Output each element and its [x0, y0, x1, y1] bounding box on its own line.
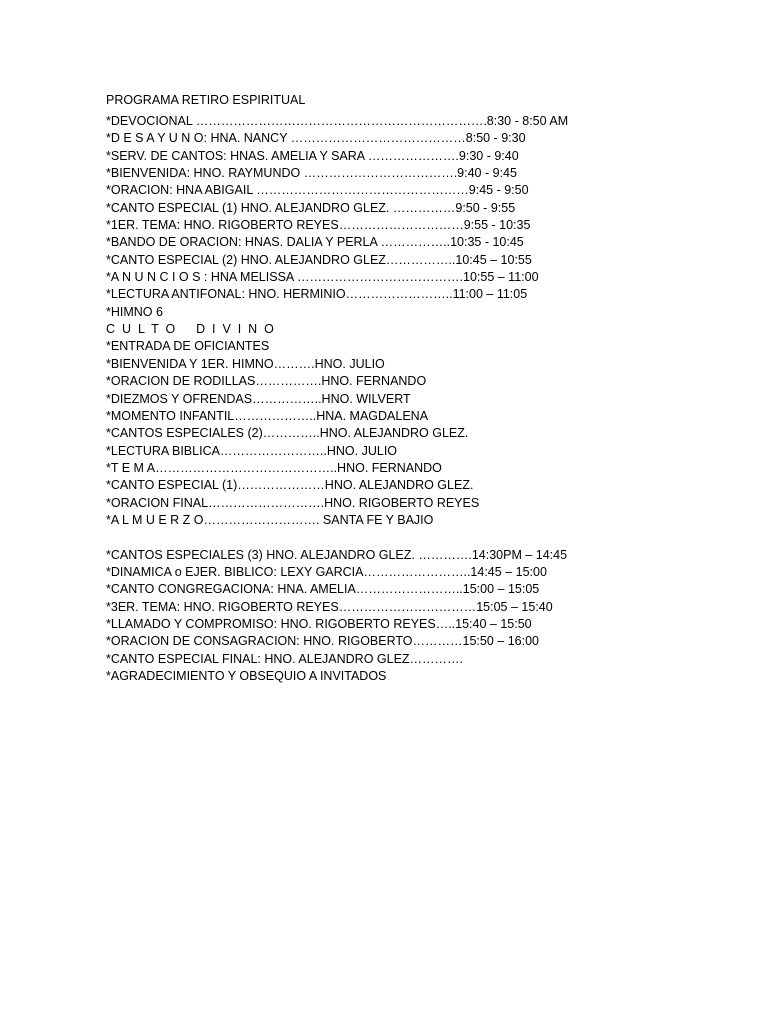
schedule-line: *LLAMADO Y COMPROMISO: HNO. RIGOBERTO REYES…..15:40 – 15:50 — [106, 616, 532, 631]
schedule-line: *CANTO CONGREGACIONA: HNA. AMELIA……………………..15:00 – 15:05 — [106, 582, 540, 597]
schedule-line: *1ER. TEMA: HNO. RIGOBERTO REYES…………………………9:55 - 10:35 — [106, 218, 531, 233]
schedule-line: *SERV. DE CANTOS: HNAS. AMELIA Y SARA ………………….9:30 - 9:40 — [106, 148, 519, 163]
schedule-line: *ORACION DE RODILLAS…………….HNO. FERNANDO — [106, 374, 427, 389]
schedule-line: *CANTO ESPECIAL (1)…………………HNO. ALEJANDRO GLEZ. — [106, 478, 474, 493]
schedule-section-1 — [106, 113, 666, 529]
schedule-line: *LECTURA BIBLICA……………………..HNO. JULIO — [106, 443, 398, 458]
schedule-line: *CANTO ESPECIAL (2) HNO. ALEJANDRO GLEZ……………..10:45 – 10:55 — [106, 252, 532, 267]
schedule-line: *DIEZMOS Y OFRENDAS……………..HNO. WILVERT — [106, 391, 411, 406]
program-document — [106, 92, 666, 685]
schedule-line: *AGRADECIMIENTO Y OBSEQUIO A INVITADOS — [106, 669, 387, 683]
schedule-line: *ORACION FINAL……………………….HNO. RIGOBERTO REYES — [106, 495, 480, 510]
schedule-line: *LECTURA ANTIFONAL: HNO. HERMINIO……………………..11:00 – 11:05 — [106, 287, 528, 302]
blank-line — [106, 529, 666, 546]
schedule-line: *BIENVENIDA: HNO. RAYMUNDO ……………………………….9:40 - 9:45 — [106, 166, 517, 181]
schedule-line: *ORACION: HNA ABIGAIL ……………………………………………9:45 - 9:50 — [106, 183, 529, 198]
schedule-line: *3ER. TEMA: HNO. RIGOBERTO REYES……………………………15:05 – 15:40 — [106, 599, 553, 614]
schedule-line: *CANTOS ESPECIALES (3) HNO. ALEJANDRO GLEZ. ………….14:30PM – 14:45 — [106, 547, 568, 562]
schedule-line: *HIMNO 6 — [106, 304, 163, 319]
page-title: PROGRAMA RETIRO ESPIRITUAL — [106, 93, 306, 107]
schedule-line: *DEVOCIONAL …………………………………………………………….8:30 - 8:50 AM — [106, 114, 569, 128]
schedule-line: *ORACION DE CONSAGRACION: HNO. RIGOBERTO…………15:50 – 16:00 — [106, 634, 539, 649]
schedule-line: *BANDO DE ORACION: HNAS. DALIA Y PERLA ……………..10:35 - 10:45 — [106, 235, 524, 250]
schedule-line: *CANTO ESPECIAL (1) HNO. ALEJANDRO GLEZ. ……………9:50 - 9:55 — [106, 200, 516, 215]
schedule-section-2 — [106, 547, 666, 686]
schedule-line: *ENTRADA DE OFICIANTES — [106, 339, 270, 354]
schedule-line: *MOMENTO INFANTIL………………..HNA. MAGDALENA — [106, 408, 429, 423]
schedule-line: *CANTO ESPECIAL FINAL: HNO. ALEJANDRO GLEZ…………. — [106, 651, 464, 666]
section-heading-culto-divino: C U L T O D I V I N O — [106, 322, 274, 337]
schedule-line: *CANTOS ESPECIALES (2)…………..HNO. ALEJANDRO GLEZ. — [106, 426, 469, 441]
schedule-line: *A L M U E R Z O………………………. SANTA FE Y BAJIO — [106, 512, 434, 527]
schedule-line: *DINAMICA o EJER. BIBLICO: LEXY GARCIA……………………..14:45 – 15:00 — [106, 564, 547, 579]
schedule-line: *A N U N C I O S : HNA MELISSA ………………………………….10:55 – 11:00 — [106, 270, 539, 285]
schedule-line: *T E M A……………………………………..HNO. FERNANDO — [106, 460, 442, 475]
schedule-line: *BIENVENIDA Y 1ER. HIMNO……….HNO. JULIO — [106, 356, 385, 371]
schedule-line: *D E S A Y U N O: HNA. NANCY ……………………………………8:50 - 9:30 — [106, 131, 526, 146]
